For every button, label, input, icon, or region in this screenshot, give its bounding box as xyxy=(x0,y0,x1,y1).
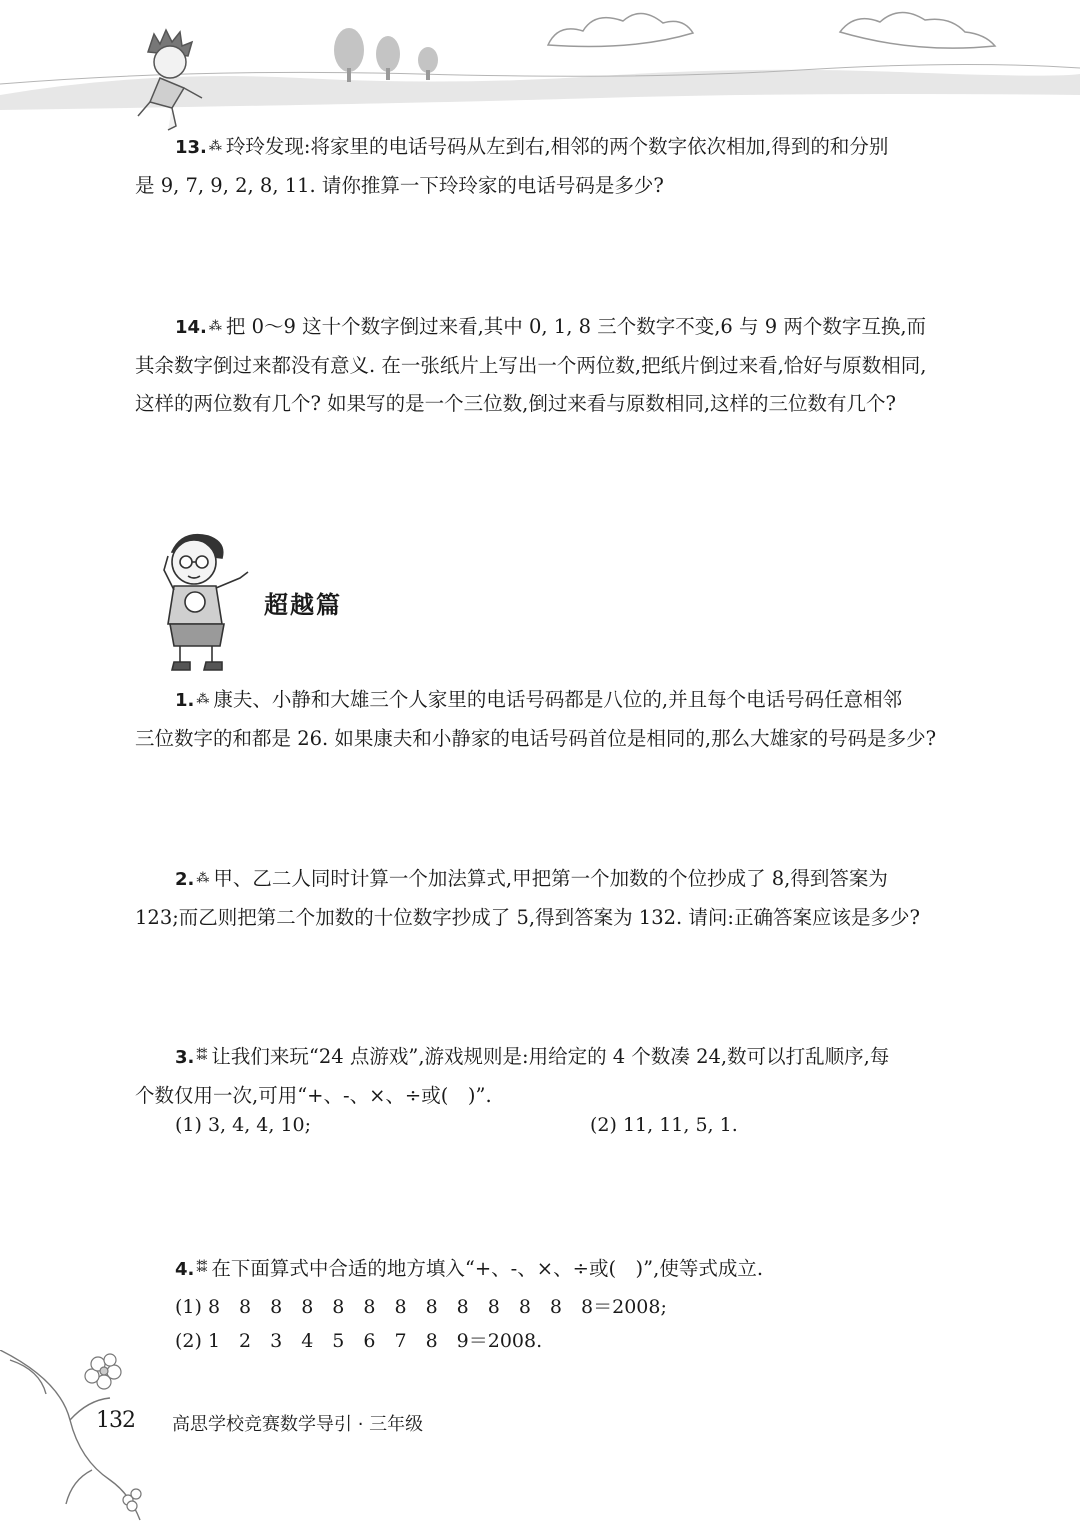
problem-adv-2-line-2: 123;而乙则把第二个加数的十位数字抄成了 5,得到答案为 132. 请问:正确答案应该是多少? xyxy=(135,906,920,929)
problem-number: 4. xyxy=(175,1259,195,1280)
problem-adv-2-line-1: 2. ⁂ 甲、乙二人同时计算一个加法算式,甲把第一个加数的个位抄成了 8,得到答案为 xyxy=(175,867,888,890)
problem-adv-1-line-2: 三位数字的和都是 26. 如果康夫和小静家的电话号码首位是相同的,那么大雄家的号码是多少? xyxy=(135,727,937,750)
problem-13-line-2: 是 9, 7, 9, 2, 8, 11. 请你推算一下玲玲家的电话号码是多少? xyxy=(135,174,664,197)
problem-adv-1 xyxy=(135,681,967,758)
difficulty-stars-icon: ⁂ xyxy=(196,871,208,886)
section-title: 超越篇 xyxy=(264,591,342,619)
problem-adv-4 xyxy=(135,1250,967,1289)
problem-14-line-2: 其余数字倒过来都没有意义. 在一张纸片上写出一个两位数,把纸片倒过来看,恰好与原数相同, xyxy=(135,354,927,377)
problem-number: 2. xyxy=(175,869,195,890)
problem-number: 13. xyxy=(175,137,207,158)
boy-with-glasses-pointing-icon xyxy=(150,530,260,675)
page-number: 132 xyxy=(96,1408,135,1433)
problem-number: 1. xyxy=(175,690,195,711)
problem-adv-4-sub-2: (2) 1 2 3 4 5 6 7 8 9＝2008. xyxy=(175,1330,543,1352)
book-title: 高思学校竞赛数学导引 · 三年级 xyxy=(172,1414,424,1435)
problem-14 xyxy=(135,308,967,423)
problem-13-line-1: 13. ⁂ 玲玲发现:将家里的电话号码从左到右,相邻的两个数字依次相加,得到的和分别 xyxy=(175,135,889,158)
problem-adv-3-sub-1: (1) 3, 4, 4, 10; xyxy=(175,1114,312,1136)
problem-adv-3 xyxy=(135,1038,967,1115)
problem-adv-3-sub-2: (2) 11, 11, 5, 1. xyxy=(590,1114,738,1136)
difficulty-stars-icon: ⁂ xyxy=(208,139,220,154)
cloud-icon xyxy=(548,12,995,48)
flower-vine-icon xyxy=(0,1350,160,1525)
problem-adv-4-line-1: 4. ⁑⁑ 在下面算式中合适的地方填入“+、-、×、÷或( )”,使等式成立. xyxy=(175,1257,764,1280)
difficulty-stars-icon: ⁑⁑ xyxy=(196,1049,206,1064)
difficulty-stars-icon: ⁂ xyxy=(208,319,220,334)
problem-number: 14. xyxy=(175,317,207,338)
problem-adv-1-line-1: 1. ⁂ 康夫、小静和大雄三个人家里的电话号码都是八位的,并且每个电话号码任意相邻 xyxy=(175,688,903,711)
problem-adv-3-line-1: 3. ⁑⁑ 让我们来玩“24 点游戏”,游戏规则是:用给定的 4 个数凑 24,数可以打乱顺序,每 xyxy=(175,1045,890,1068)
problem-adv-4-sub-1: (1) 8 8 8 8 8 8 8 8 8 8 8 8 8＝2008; xyxy=(175,1296,667,1318)
header-landscape-illustration xyxy=(0,0,1080,140)
difficulty-stars-icon: ⁂ xyxy=(196,692,208,707)
problem-13 xyxy=(135,128,967,205)
problem-14-line-1: 14. ⁂ 把 0～9 这十个数字倒过来看,其中 0, 1, 8 三个数字不变,6 与 9 两个数字互换,而 xyxy=(175,315,927,338)
difficulty-stars-icon: ⁑⁑ xyxy=(196,1261,206,1276)
problem-number: 3. xyxy=(175,1047,195,1068)
problem-14-line-3: 这样的两位数有几个? 如果写的是一个三位数,倒过来看与原数相同,这样的三位数有几个? xyxy=(135,392,897,415)
problem-adv-3-line-2: 个数仅用一次,可用“+、-、×、÷或( )”. xyxy=(135,1084,492,1107)
problem-adv-2 xyxy=(135,860,967,937)
